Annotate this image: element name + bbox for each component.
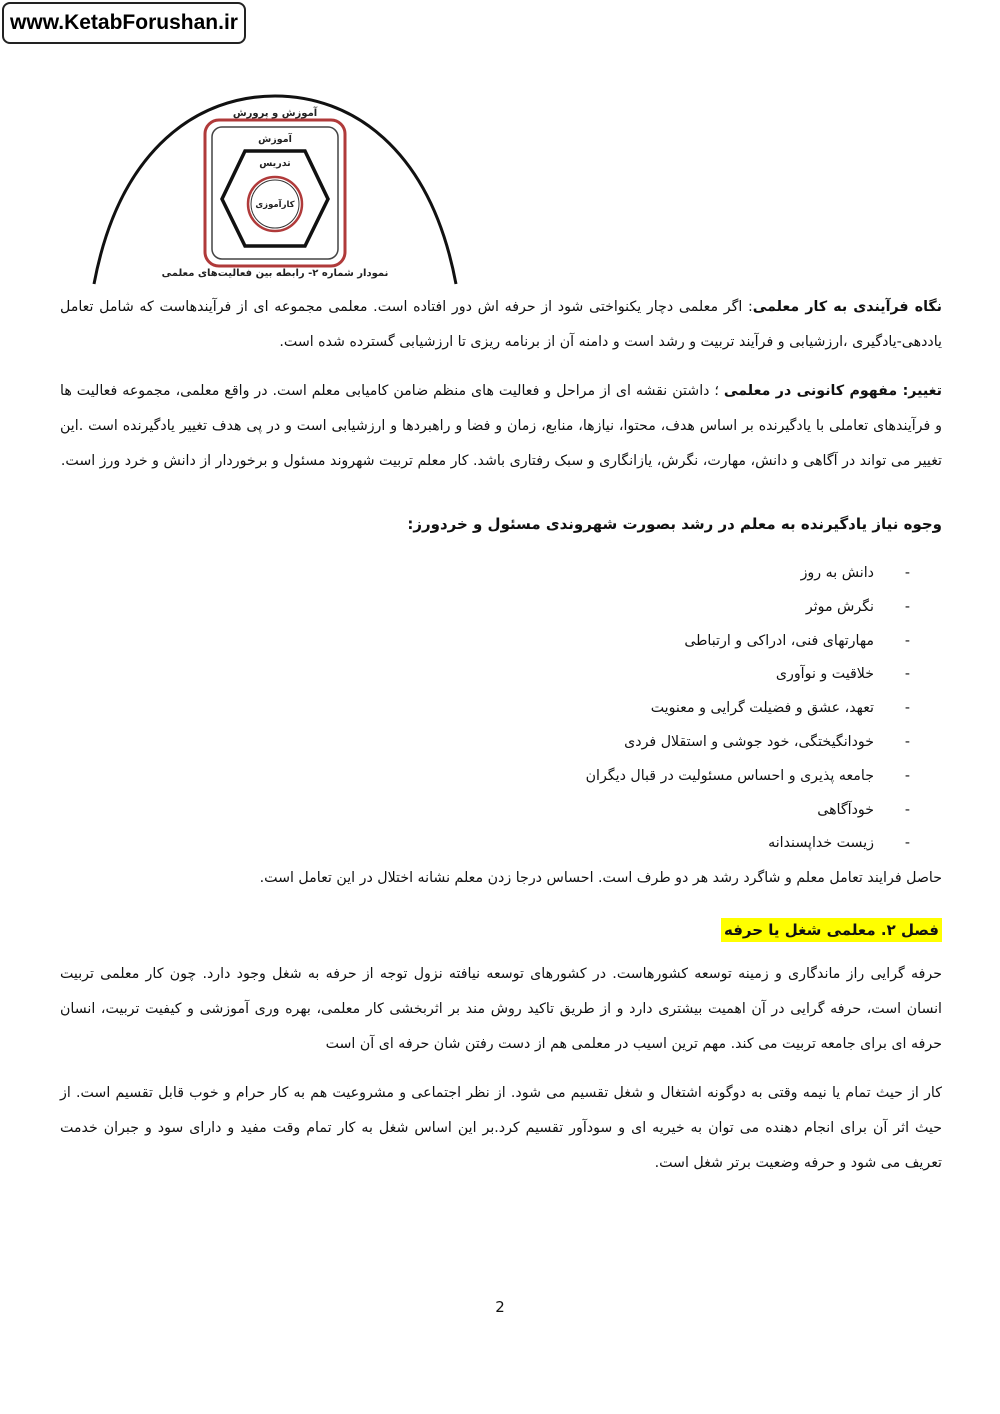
list-item-text: تعهد، عشق و فضیلت گرایی و معنویت [650, 700, 874, 717]
chapter-title: فصل ۲. معلمی شغل یا حرفه [721, 918, 942, 942]
list-item [60, 827, 910, 861]
needs-heading: وجوه نیاز یادگیرنده به معلم در رشد بصورت شهروندی مسئول و خردورز: [407, 515, 942, 533]
chapter-paragraph-2: کار از حیث تمام یا نیمه وقتی به دوگونه اشتغال و شغل تقسیم می شود. از نظر اجتماعی و مشروعیت هم به کار حرام و خوب قابل تقسیم است. از حیث اثر آن برای انجام دهنده می توان به خیریه ای و سودآور تقسیم کرد.بر این اساس شغل به کار تمام وقت مفید و دارای سود و جبران خدمت تعریف می شود و حرفه وضعیت برتر شغل است. [60, 1085, 942, 1172]
list-bullet: - [904, 835, 910, 852]
list-item [60, 591, 910, 625]
list-item-text: مهارتهای فنی، ادراکی و ارتباطی [684, 632, 874, 649]
box-inner-border [212, 127, 338, 259]
list-item-text: زیست خداپسندانه [768, 835, 874, 852]
watermark-site-label: www.KetabForushan.ir [2, 2, 246, 44]
list-item [60, 625, 910, 659]
box-label: آموزش [258, 134, 292, 145]
chapter-heading [60, 920, 942, 939]
list-bullet: - [904, 666, 910, 683]
center-label: کارآموزی [255, 200, 295, 210]
list-item [60, 760, 910, 794]
list-bullet: - [904, 733, 910, 750]
page-body [60, 290, 942, 1181]
list-item-text: خودآگاهی [817, 801, 874, 818]
conclusion-text: حاصل فرایند تعامل معلم و شاگرد رشد هر دو طرف است. احساس درجا زدن معلم نشانه اختلال در این تعامل است. [259, 870, 942, 887]
list-bullet: - [904, 632, 910, 649]
list-item-text: خلاقیت و نوآوری [775, 666, 874, 683]
list-item [60, 658, 910, 692]
change-text: ؛ داشتن نقشه ای از مراحل و فعالیت های منظم ضامن کامیابی معلم است. در واقع معلمی، مجموعه فعالیت ها و فرآیندهای تعاملی با یادگیرنده بر اساس هدف، محتوا، نیازها، منابع، زمان و فضا و راهبردها و ارزشیابی است و در پی هدف تغییر یادگیرنده است .این تغییر می تواند در آگاهی و دانش، مهارت، نگرش، یازانگاری و سبک رفتاری باشد. کار معلم تربیت شهروند مسئول و برخوردار از دانش و خرد ورز است. [60, 383, 942, 469]
list-item [60, 692, 910, 726]
activities-diagram [90, 86, 460, 286]
list-bullet: - [904, 565, 910, 581]
list-item-text: دانش به روز [800, 565, 874, 581]
needs-list [60, 557, 942, 861]
page-number: 2 [495, 1298, 505, 1316]
change-heading: تغییر: مفهوم کانونی در معلمی [723, 383, 942, 399]
chapter-paragraph-1: حرفه گرایی راز ماندگاری و زمینه توسعه کشورهاست. در کشورهای توسعه نیافته نزول توجه از حرفه به شغل وجود دارد. چون کار معلمی تربیت انسان است، حرفه گرایی در آن اهمیت بیشتری دارد و از طریق تاکید روش مند بر اثربخشی کار معلمی، بهره وری آموزشی و کیفیت تربیت، انسان حرفه ای برای جامعه تربیت می کند. مهم ترین اسیب در معلمی هم از دست رفتن شان حرفه ای آن است [60, 966, 942, 1053]
list-item-text: جامعه پذیری و احساس مسئولیت در قبال دیگران [585, 767, 874, 784]
paragraph-change [60, 374, 942, 479]
list-bullet: - [904, 801, 910, 818]
process-view-text: : اگر معلمی دچار یکنواختی شود از حرفه اش دور افتاده است. معلمی مجموعه ای از فرآیندهاست که شامل تعامل یاددهی-یادگیری ،ارزشیابی و فرآیند تربیت و رشد است و دامنه آن از برنامه ریزی تا ارزشیابی گسترده شده است. [60, 299, 942, 350]
list-item [60, 794, 910, 828]
diagram-caption: نمودار شماره ۲- رابطه بین فعالیت‌های معلمی [161, 268, 389, 279]
outer-arc [94, 96, 456, 284]
list-item [60, 726, 910, 760]
ring-outer-label: آموزش و پرورش [232, 108, 318, 119]
list-bullet: - [904, 700, 910, 717]
paragraph-process-view [60, 290, 942, 360]
list-bullet: - [904, 767, 910, 784]
list-item [60, 557, 910, 591]
process-view-heading: نگاه فرآیندی به کار معلمی [752, 299, 942, 315]
list-item-text: خودانگیختگی، خود جوشی و استقلال فردی [624, 733, 874, 750]
hexagon-label: تدریس [259, 158, 291, 169]
list-item-text: نگرش موثر [805, 598, 874, 615]
list-bullet: - [904, 598, 910, 615]
